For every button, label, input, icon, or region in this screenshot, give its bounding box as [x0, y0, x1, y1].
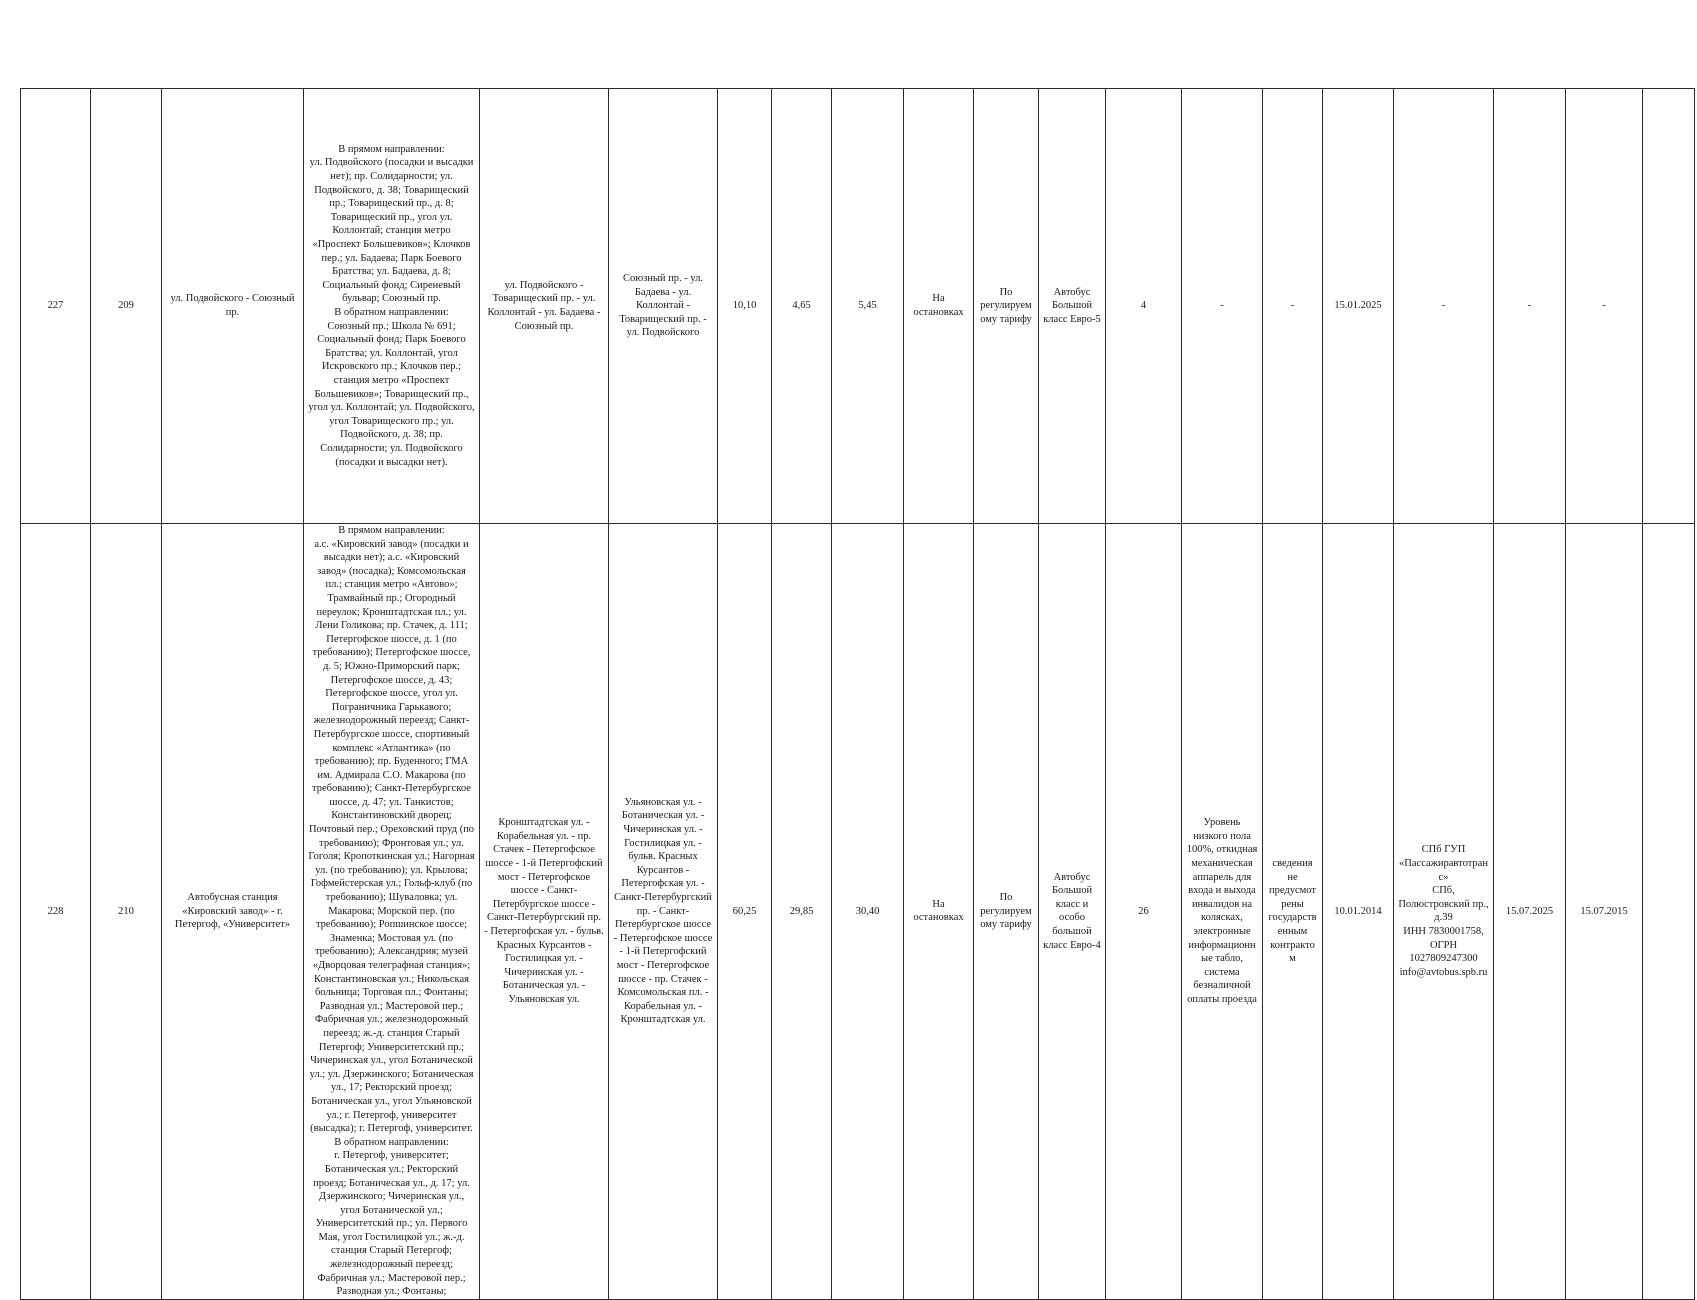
route-name: ул. Подвойского - Союзный пр. [162, 89, 304, 524]
length-total: 10,10 [718, 89, 772, 524]
date-column-2: 15.07.2015 [1566, 524, 1643, 1300]
empty-column [1643, 89, 1695, 524]
vehicle-class: Автобус Большой класс и особо большой класс Евро-4 [1039, 524, 1106, 1300]
vehicle-features: - [1182, 89, 1263, 524]
vehicle-class: Автобус Большой класс Евро-5 [1039, 89, 1106, 524]
route-number: 210 [91, 524, 162, 1300]
date-column: 15.07.2025 [1494, 524, 1566, 1300]
length-forward: 4,65 [772, 89, 832, 524]
empty-column [1643, 524, 1695, 1300]
carrier-info: СПб ГУП «Пассажиравтотранс» СПб, Полюстровский пр., д.39 ИНН 7830001758, ОГРН 1027809247300 info@avtobus.spb.ru [1394, 524, 1494, 1300]
carrier-info: - [1394, 89, 1494, 524]
row-number: 227 [21, 89, 91, 524]
tariff-type: По регулируемому тарифу [974, 89, 1039, 524]
length-forward: 29,85 [772, 524, 832, 1300]
length-backward: 5,45 [832, 89, 904, 524]
stop-order: На остановках [904, 89, 974, 524]
streets-backward: Ульяновская ул. - Ботаническая ул. - Чичеринская ул. - Гостилицкая ул. - бульв. Красных Курсантов - Петергофская ул. - Санкт-Петербургский пр. - Санкт-Петербургское шоссе - Петергофское шоссе - 1-й Петергофский мост - Петергофское шоссе - пр. Стачек - Комсомольская пл. - Корабельная ул. - Кронштадтская ул. [609, 524, 718, 1300]
length-backward: 30,40 [832, 524, 904, 1300]
contract-info: сведения не предусмотрены государственным контрактом [1263, 524, 1323, 1300]
vehicle-features: Уровень низкого пола 100%, откидная механическая аппарель для входа и выхода инвалидов на колясках, электронные информационные табло, система безналичной оплаты проезда [1182, 524, 1263, 1300]
routes-register-table [20, 88, 1695, 1300]
row-number: 228 [21, 524, 91, 1300]
contract-info: - [1263, 89, 1323, 524]
vehicle-count: 26 [1106, 524, 1182, 1300]
vehicle-count: 4 [1106, 89, 1182, 524]
streets-backward: Союзный пр. - ул. Бадаева - ул. Коллонтай - Товарищеский пр. - ул. Подвойского [609, 89, 718, 524]
start-date: 15.01.2025 [1323, 89, 1394, 524]
route-number: 209 [91, 89, 162, 524]
table-row [21, 524, 1695, 1300]
start-date: 10.01.2014 [1323, 524, 1394, 1300]
tariff-type: По регулируемому тарифу [974, 524, 1039, 1300]
stop-order: На остановках [904, 524, 974, 1300]
route-name: Автобусная станция «Кировский завод» - г. Петергоф, «Университет» [162, 524, 304, 1300]
length-total: 60,25 [718, 524, 772, 1300]
date-column: - [1494, 89, 1566, 524]
streets-forward: Кронштадтская ул. - Корабельная ул. - пр. Стачек - Петергофское шоссе - 1-й Петергофский мост - Петергофское шоссе - Санкт-Петербургское шоссе - Санкт-Петербургский пр. - Петергофская ул. - бульв. Красных Курсантов - Гостилицкая ул. - Чичеринская ул. - Ботаническая ул. - Ульяновская ул. [480, 524, 609, 1300]
stops-list: В прямом направлении: а.с. «Кировский завод» (посадки и высадки нет); а.с. «Кировский завод» (посадка); Комсомольская пл.; станция метро «Автово»; Трамвайный пр.; Огородный переулок; Кронштадтская пл.; ул. Лени Голикова; пр. Стачек, д. 111; Петергофское шоссе, д. 1 (по требованию); Петергофское шоссе, д. 5; Южно-Приморский парк; Петергофское шоссе, д. 43; Петергофское шоссе, угол ул. Пограничника Гарькавого; железнодорожный переезд; Санкт-Петербургское шоссе, спортивный комплекс «Атлантика» (по требованию); пр. Буденного; ГМА им. Адмирала С.О. Макарова (по требованию); Санкт-Петербургское шоссе, д. 47; ул. Танкистов; Константиновский дворец; Почтовый пер.; Ореховский пруд (по требованию); Фронтовая ул.; ул. Гоголя; Кропоткинская ул.; Нагорная ул. (по требованию); ул. Крылова; Гофмейстерская ул.; Гольф-клуб (по требованию); Шуваловка; ул. Макарова; Морской пер. (по требованию); Ропшинское шоссе; Знаменка; Мостовая ул. (по требованию); Александрия; музей «Дворцовая телеграфная станция»; Константиновская ул.; Никольская больница; Торговая пл.; Фонтаны; Разводная ул.; Мастеровой пер.; Фабричная ул.; железнодорожный переезд; ж.-д. станция Старый Петергоф; Университетский пр.; Чичеринская ул., угол Ботанической ул.; ул. Дзержинского; Ботаническая ул., 17; Ректорский проезд; Ботаническая ул., угол Ульяновской ул.; г. Петергоф, университет (высадка); г. Петергоф, университет. В обратном направлении: г. Петергоф, университет; Ботаническая ул.; Ректорский проезд; Ботаническая ул., д. 17; ул. Дзержинского; Чичеринская ул., угол Ботанической ул.; Университетский пр.; ул. Первого Мая, угол Гостилицкой ул.; ж.-д. станция Старый Петергоф; железнодорожный переезд; Фабричная ул.; Мастеровой пер.; Разводная ул.; Фонтаны; [304, 524, 480, 1300]
streets-forward: ул. Подвойского - Товарищеский пр. - ул. Коллонтай - ул. Бадаева - Союзный пр. [480, 89, 609, 524]
table-row [21, 89, 1695, 524]
stops-list: В прямом направлении: ул. Подвойского (посадки и высадки нет); пр. Солидарности; ул. Подвойского, д. 38; Товарищеский пр.; Товарищеский пр., д. 8; Товарищеский пр., угол ул. Коллонтай; станция метро «Проспект Большевиков»; Клочков пер.; ул. Бадаева; Парк Боевого Братства; ул. Бадаева, д. 8; Социальный фонд; Сиреневый бульвар; Союзный пр. В обратном направлении: Союзный пр.; Школа № 691; Социальный фонд; Парк Боевого Братства; ул. Коллонтай, угол Искровского пр.; Клочков пер.; станция метро «Проспект Большевиков»; Товарищеский пр., угол ул. Коллонтай; ул. Подвойского, угол Товарищеского пр.; ул. Подвойского, д. 38; пр. Солидарности; ул. Подвойского (посадки и высадки нет). [304, 89, 480, 524]
date-column-2: - [1566, 89, 1643, 524]
